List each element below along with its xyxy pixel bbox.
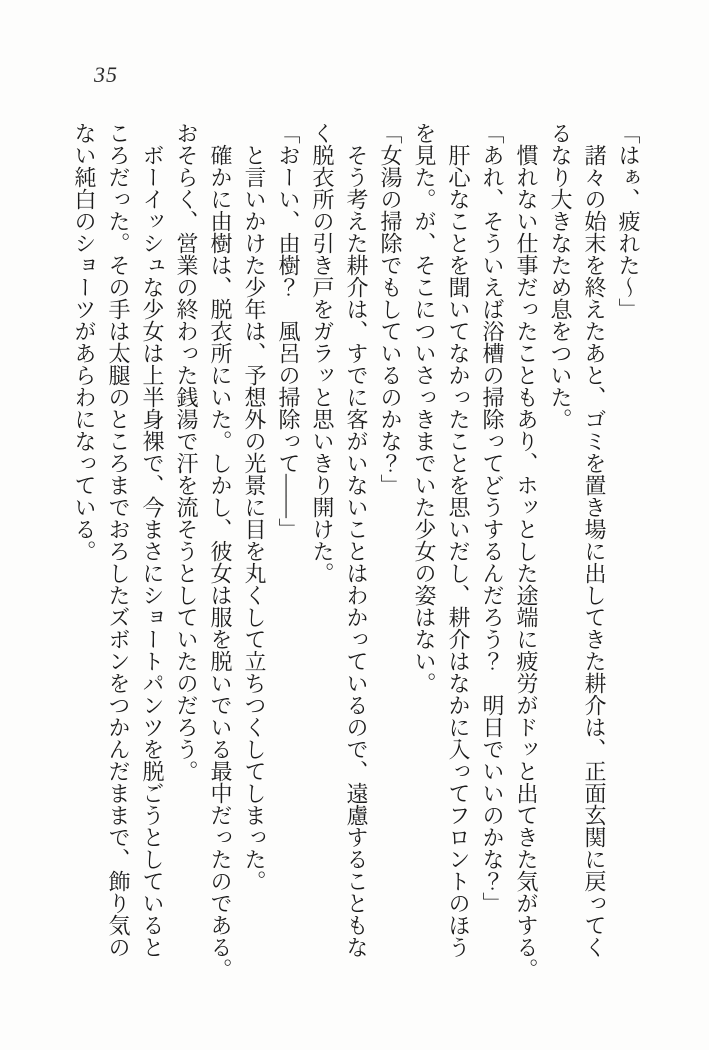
text-column: ない純白のショーツがあらわになっている。 (72, 122, 97, 562)
text-column: ころだった。その手は太腿のところまでおろしたズボンをつかんだままで、飾り気の (106, 122, 131, 958)
text-column: 「女湯の掃除でもしているのかな？」 (378, 122, 403, 496)
text-column: 「あれ、そういえば浴槽の掃除ってどうするんだろう？ 明日でいいのかな？」 (480, 122, 505, 914)
text-column: ボーイッシュな少女は上半身裸で、今まさにショートパンツを脱ごうとしていると (140, 144, 165, 958)
text-column: 肝心なことを聞いてなかったことを思いだし、耕介はなかに入ってフロントのほう (446, 144, 471, 958)
text-column: 「おーい、由樹？ 風呂の掃除って――」 (276, 122, 301, 540)
text-column: と言いかけた少年は、予想外の光景に目を丸くして立ちつくしてしまった。 (242, 144, 267, 892)
text-column: 諸々の始末を終えたあと、ゴミを置き場に出してきた耕介は、正面玄関に戻ってく (582, 144, 607, 958)
text-column: 「はぁ、疲れた〜」 (616, 122, 641, 320)
text-column: 確かに由樹は、脱衣所にいた。しかし、彼女は服を脱いでいる最中だったのである。 (208, 144, 233, 980)
text-column: 慣れない仕事だったこともあり、ホッとした途端に疲労がドッと出てきた気がする。 (514, 144, 539, 980)
text-column: そう考えた耕介は、すでに客がいないことはわかっているので、遠慮することもな (344, 144, 369, 958)
text-column: るなり大きなため息をついた。 (548, 122, 573, 430)
text-column: おそらく、営業の終わった銭湯で汗を流そうとしていたのだろう。 (174, 122, 199, 782)
page-number: 35 (94, 62, 118, 87)
text-column: を見た。が、そこについさっきまでいた少女の姿はない。 (412, 122, 437, 694)
text-column: く脱衣所の引き戸をガラッと思いきり開けた。 (310, 122, 335, 584)
text-block (67, 122, 645, 980)
